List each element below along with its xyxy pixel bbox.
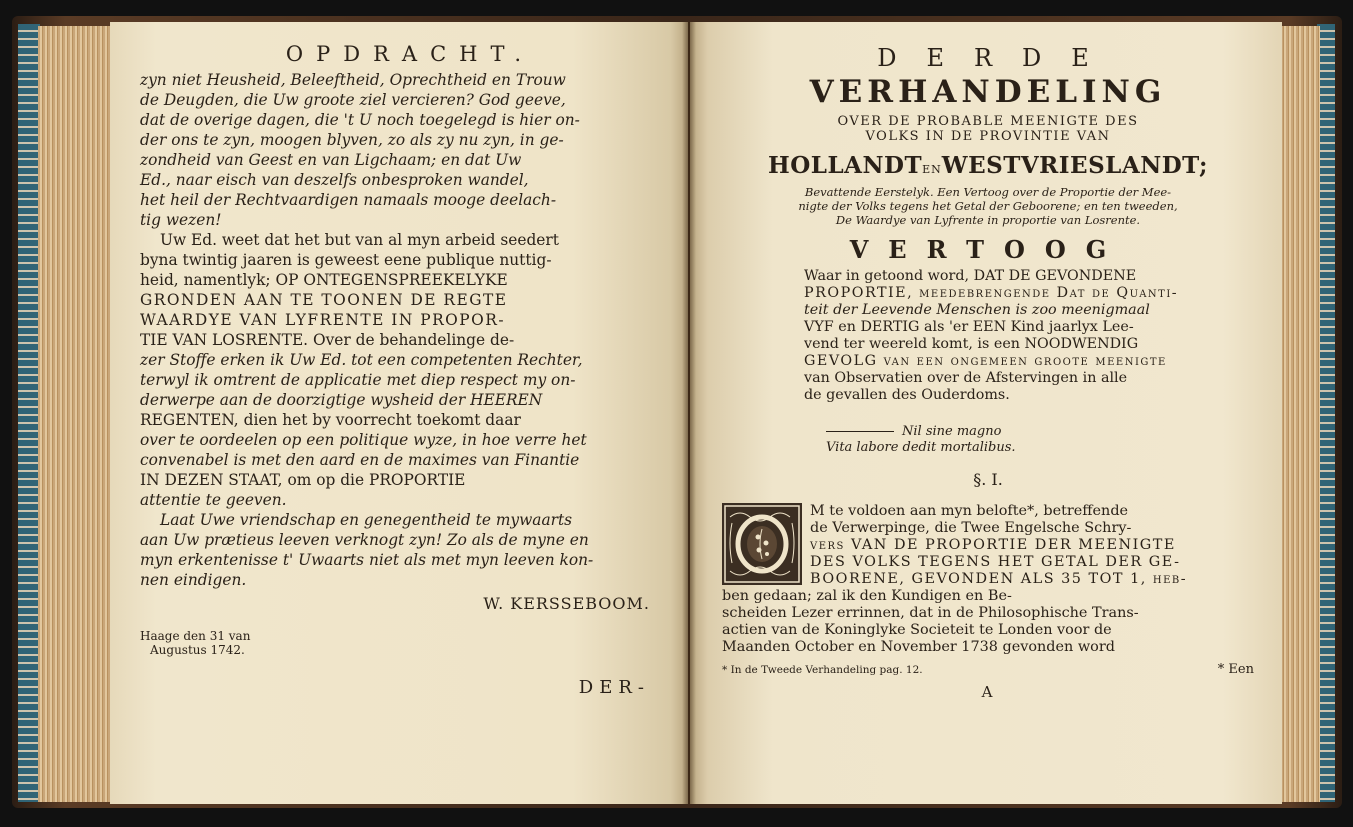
opening-paragraph xyxy=(722,503,1254,656)
latin-motto xyxy=(826,424,1254,456)
text-line: convenabel is met den aard en de maximes van Finantie xyxy=(140,451,580,469)
paragraph-2 xyxy=(140,230,650,510)
motto-line: Nil sine magno xyxy=(902,424,1002,439)
westvriesland-text: WESTVRIESLANDT; xyxy=(941,152,1208,179)
text-line: attentie te geeven. xyxy=(140,491,287,509)
text-line: ben gedaan; zal ik den Kundigen en Be- xyxy=(722,588,1012,604)
right-page-stack xyxy=(1278,26,1320,802)
text-line: Waar in getoond word, DAT DE GEVONDENE xyxy=(804,268,1137,284)
text-line: teit der Leevende Menschen is zoo meenigmaal xyxy=(804,302,1150,318)
text-line: scheiden Lezer errinnen, dat in de Philosophische Trans- xyxy=(722,605,1139,621)
text-line: der ons te zyn, moogen blyven, zo als zy nu zyn, in ge- xyxy=(140,131,564,149)
left-page-text xyxy=(140,42,650,698)
title-derde: DERDE xyxy=(877,44,1119,72)
text-line: PROPORTIE, meedebrengende Dat de Quanti- xyxy=(804,285,1179,301)
text-line: vers VAN DE PROPORTIE DER MEENIGTE xyxy=(810,537,1176,553)
book-gutter xyxy=(682,22,696,804)
text-line: over te oordeelen op een politique wyze, in hoe verre het xyxy=(140,431,587,449)
text-line: REGENTEN, dien het by voorrecht toekomt daar xyxy=(140,411,521,429)
text-line: derwerpe aan de doorzigtige wysheid der HEEREN xyxy=(140,391,543,409)
right-page-text xyxy=(722,44,1254,701)
en-text: EN xyxy=(922,163,942,176)
catchword: DER- xyxy=(578,677,650,698)
motto-line: Vita labore dedit mortalibus. xyxy=(826,440,1016,455)
footer-row xyxy=(722,656,1254,677)
text-line: WAARDYE VAN LYFRENTE IN PROPOR- xyxy=(140,311,506,329)
text-line: De Waardye van Lyfrente in proportie van Losrente. xyxy=(835,213,1141,227)
text-line: byna twintig jaaren is geweest eene publique nuttig- xyxy=(140,251,552,269)
text-line: Ed., naar eisch van deszelfs onbesproken wandel, xyxy=(140,171,529,189)
text-line: DES VOLKS TEGENS HET GETAL DER GE- xyxy=(810,554,1181,570)
place-date xyxy=(140,629,650,657)
text-line: nen eindigen. xyxy=(140,571,247,589)
text-line: zyn niet Heusheid, Beleeftheid, Oprechtheid en Trouw xyxy=(140,71,566,89)
text-line: dat de overige dagen, die 't U noch toegelegd is hier on- xyxy=(140,111,580,129)
catchword: * Een xyxy=(1217,662,1254,677)
date-line: Augustus 1742. xyxy=(150,643,245,657)
text-line: de Verwerpinge, die Twee Engelsche Schry- xyxy=(810,520,1132,536)
paragraph-3 xyxy=(140,510,650,590)
motto-rule xyxy=(826,431,894,432)
holland-text: HOLLANDT xyxy=(768,152,923,179)
section-heading: §. I. xyxy=(973,470,1003,489)
footnote: * In de Tweede Verhandeling pag. 12. xyxy=(722,664,923,676)
text-line: zondheid van Geest en van Ligchaam; en dat Uw xyxy=(140,151,522,169)
text-line: Bevattende Eerstelyk. Een Vertoog over de Proportie der Mee- xyxy=(804,185,1172,199)
title-vertoog: VERTOOG xyxy=(849,235,1127,264)
text-line: actien van de Koninglyke Societeit te Londen voor de xyxy=(722,622,1112,638)
text-line: nigte der Volks tegens het Getal der Geboorene; en ten tweeden, xyxy=(798,199,1178,213)
text-line: het heil der Rechtvaardigen namaals mooge deelach- xyxy=(140,191,557,209)
text-line: de gevallen des Ouderdoms. xyxy=(804,387,1010,403)
place-line: Haage den 31 van xyxy=(140,629,251,643)
subtitle-line: OVER DE PROBABLE MEENIGTE DES xyxy=(837,114,1139,129)
text-line: van Observatien over de Afstervingen in alle xyxy=(804,370,1128,386)
text-line: vend ter weereld komt, is een NOODWENDIG xyxy=(804,336,1139,352)
text-line: M te voldoen aan myn belofte*, betreffende xyxy=(810,503,1129,519)
text-line: GRONDEN AAN TE TOONEN DE REGTE xyxy=(140,291,508,309)
text-line: zer Stoffe erken ik Uw Ed. tot een competenten Rechter, xyxy=(140,351,583,369)
decorated-initial-o-icon xyxy=(722,503,802,585)
text-line: aan Uw prætieus leeven verknogt zyn! Zo als de myne en xyxy=(140,531,589,549)
text-line: heid, namentlyk; OP ONTEGENSPREEKELYKE xyxy=(140,271,508,289)
left-page-stack xyxy=(38,26,120,802)
text-line: tig wezen! xyxy=(140,211,222,229)
text-line: GEVOLG van een ongemeen groote meenigte xyxy=(804,353,1167,369)
text-line: Uw Ed. weet dat het but van al myn arbeid seedert xyxy=(160,231,559,249)
title-province xyxy=(722,152,1254,179)
text-line: myn erkentenisse t' Uwaarts niet als met myn leeven kon- xyxy=(140,551,594,569)
text-line: BOORENE, GEVONDEN ALS 35 TOT 1, heb- xyxy=(810,571,1188,587)
signature: W. KERSSEBOOM. xyxy=(483,594,650,613)
left-page-edge xyxy=(18,24,40,802)
running-head: OPDRACHT. xyxy=(285,42,535,66)
text-line: de Deugden, die Uw groote ziel vercieren? God geeve, xyxy=(140,91,566,109)
subtitle xyxy=(722,114,1254,144)
subtitle-line: VOLKS IN DE PROVINTIE VAN xyxy=(865,129,1111,144)
text-line: TIE VAN LOSRENTE. Over de behandelinge de- xyxy=(140,331,515,349)
text-line: IN DEZEN STAAT, om op die PROPORTIE xyxy=(140,471,466,489)
text-line: Maanden October en November 1738 gevonden word xyxy=(722,639,1115,655)
paragraph-1 xyxy=(140,70,650,230)
contents-summary xyxy=(722,185,1254,227)
text-line: terwyl ik omtrent de applicatie met diep respect my on- xyxy=(140,371,576,389)
thesis-paragraph xyxy=(804,268,1232,404)
text-line: Laat Uwe vriendschap en genegentheid te mywaarts xyxy=(160,511,573,529)
signature-mark: A xyxy=(981,683,995,701)
title-verhandeling: VERHANDELING xyxy=(809,74,1167,110)
text-line: VYF en DERTIG als 'er EEN Kind jaarlyx Lee- xyxy=(804,319,1134,335)
